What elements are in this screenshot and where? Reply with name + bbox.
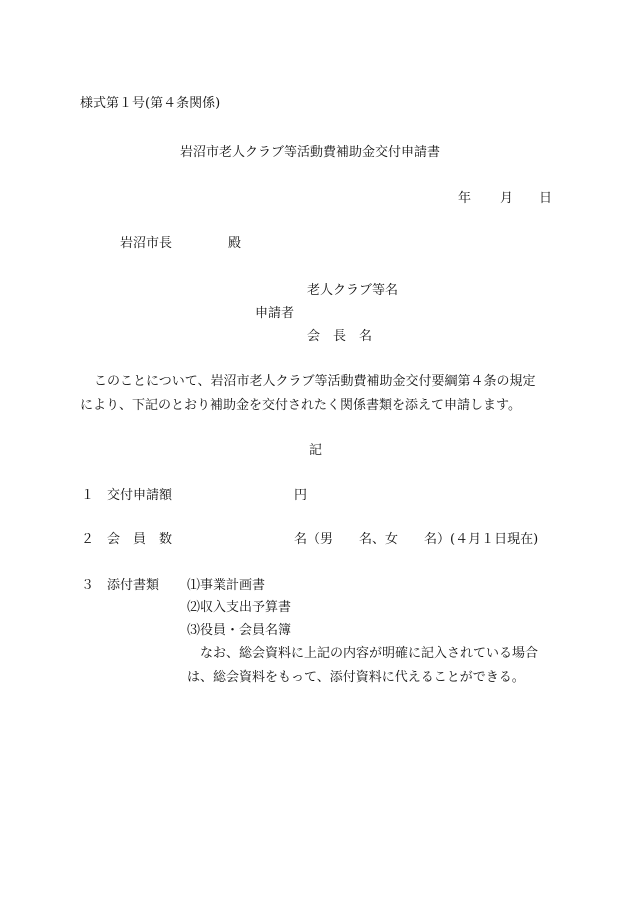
ki-heading: 記 xyxy=(309,443,323,458)
date-day-label: 日 xyxy=(539,191,553,206)
attachment-item-2: ⑵収入支出予算書 xyxy=(187,600,292,615)
addressee-name: 岩沼市長 xyxy=(120,236,173,251)
item1-number: １ xyxy=(81,488,95,503)
attachment-note-line2: は、総会資料をもって、添付資料に代えることができる。 xyxy=(187,670,525,685)
addressee-honorific: 殿 xyxy=(228,236,242,251)
item1-unit: 円 xyxy=(294,488,308,503)
item2-label: 会 員 数 xyxy=(107,532,173,547)
club-name-label: 老人クラブ等名 xyxy=(307,283,399,298)
body-text-line1: このことについて、岩沼市老人クラブ等活動費補助金交付要綱第４条の規定 xyxy=(94,374,536,389)
date-month-label: 月 xyxy=(500,191,514,206)
item3-label: 添付書類 xyxy=(107,578,160,593)
form-number: 様式第１号(第４条関係) xyxy=(80,96,221,111)
body-text-line2: により、下記のとおり補助金を交付されたく関係書類を添えて申請します。 xyxy=(80,398,521,413)
attachment-item-1: ⑴事業計画書 xyxy=(187,578,266,593)
document-title: 岩沼市老人クラブ等活動費補助金交付申請書 xyxy=(180,145,441,160)
item3-number: ３ xyxy=(81,578,95,593)
item1-label: 交付申請額 xyxy=(107,488,173,503)
item2-detail: 名（男 名、女 名）(４月１日現在) xyxy=(294,532,539,547)
item2-number: ２ xyxy=(81,532,95,547)
attachment-item-3: ⑶役員・会員名簿 xyxy=(187,623,292,638)
applicant-label: 申請者 xyxy=(255,306,295,321)
date-year-label: 年 xyxy=(458,191,472,206)
attachment-note-line1: なお、総会資料に上記の内容が明確に記入されている場合 xyxy=(200,646,539,661)
president-name-label: 会 長 名 xyxy=(307,329,373,344)
